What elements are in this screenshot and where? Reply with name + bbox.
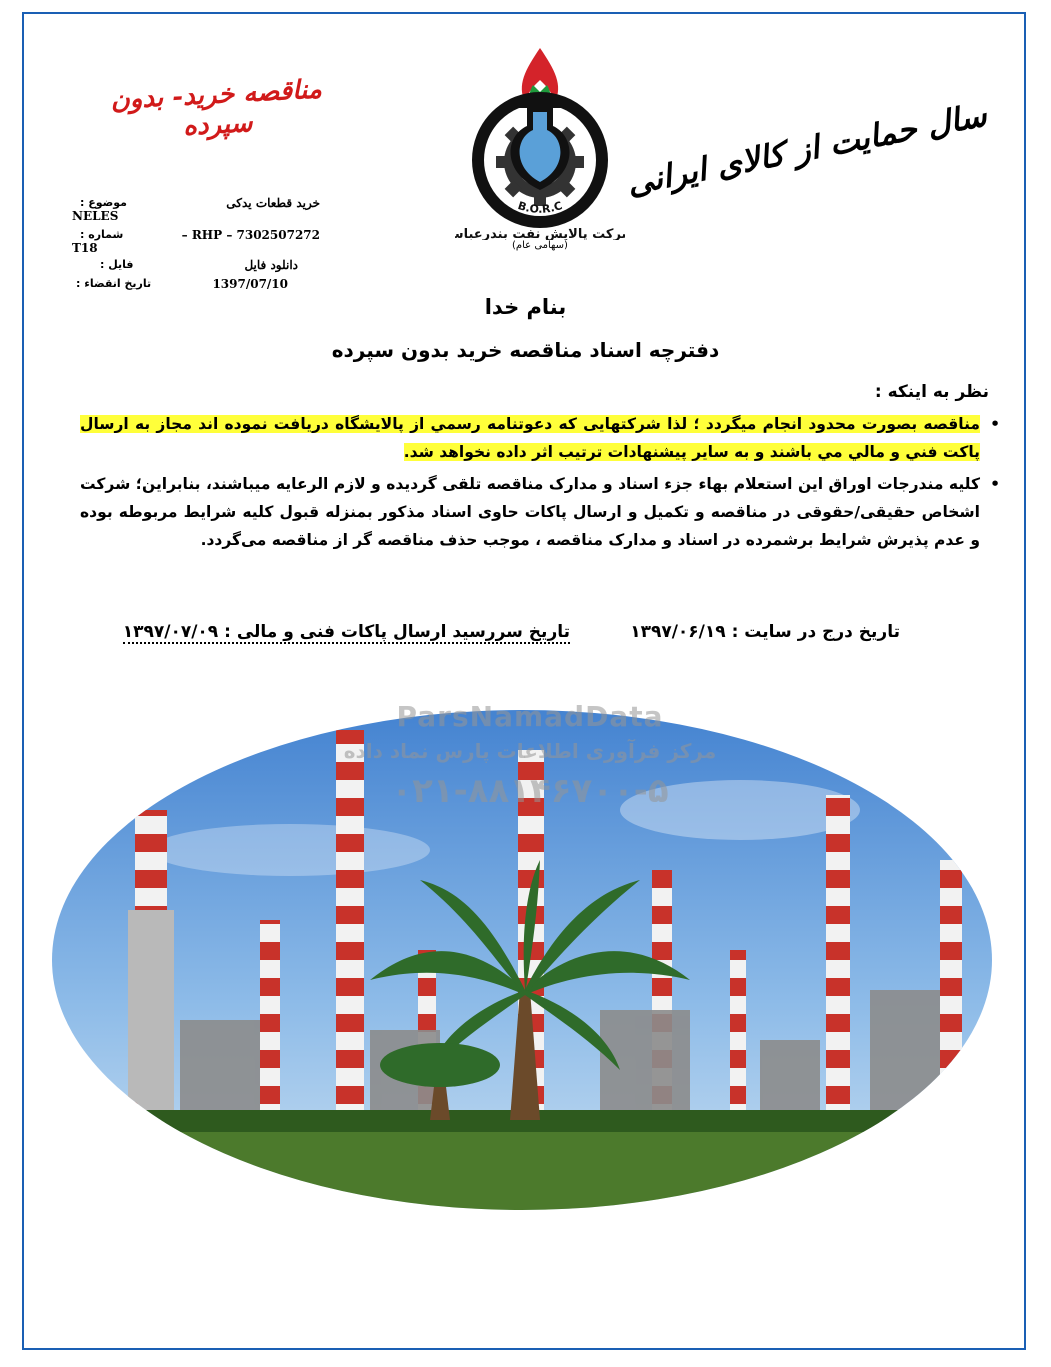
refinery-logo-icon bbox=[455, 40, 625, 240]
svg-text:B.O.R.C: B.O.R.C bbox=[516, 199, 564, 216]
number-label: شماره : bbox=[80, 228, 124, 241]
watermark-center: مرکز فرآوری اطلاعات پارس نماد داده bbox=[343, 739, 717, 763]
expiry-label: تاریخ انقضاء : bbox=[76, 277, 152, 290]
logo-caption: (سهامی عام) bbox=[512, 240, 568, 251]
page-heading: بنام خدا bbox=[484, 295, 567, 319]
watermark-phone: ۰۲۱-۸۸۱۴۶۷۰۰-۵ bbox=[391, 771, 669, 811]
file-value: دانلود فایل bbox=[244, 258, 298, 272]
borc-logo bbox=[455, 40, 625, 260]
refinery-photo bbox=[40, 690, 1005, 1210]
page-title: دفترچه اسناد مناقصه خرید بدون سپرده bbox=[331, 338, 720, 362]
slogan bbox=[623, 52, 990, 203]
highlighted-condition: مناقصه بصورت محدود انجام میگردد ؛ لذا شرکتهایی که دعوتنامه رسمي از پالايشگاه دريافت نموده اند مجاز به ارسال پاکت فني و مالي مي باشند و به ساير پيشنهادات ترتيب اثر داده نخواهد شد. bbox=[80, 415, 980, 461]
posted-date: تاریخ درج در سایت : ۱۳۹۷/۰۶/۱۹ bbox=[630, 622, 900, 642]
expiry-value: 1397/07/10 bbox=[212, 277, 288, 291]
watermark-brand: ParsNamadData bbox=[396, 700, 664, 733]
condition-text: کلیه مندرجات اوراق این استعلام بهاء جزء اسناد و مدارک مناقصه تلقی گردیده و لازم الرعایه میباشند، بنابراین؛ شرکت اشخاص حقیقی/حقوقی در مناقصه و تکمیل و ارسال پاکات حاوی اسناد مذکور بمنزله قبول کلیه شرایط مربوطه بوده و عدم پذیرش شرایط برشمرده در اسناد و مدارک مناقصه ، موجب حذف مناقصه گر از مناقصه می‌گردد. bbox=[80, 475, 980, 549]
file-label: فایل : bbox=[100, 258, 134, 271]
subject-label: موضوع : bbox=[80, 196, 127, 209]
slogan-text: سال حمایت از کالای ایرانی bbox=[623, 95, 990, 203]
svg-text:شرکت پالایش نفت بندرعباس: شرکت پالایش نفت بندرعباس bbox=[455, 227, 625, 240]
list-item bbox=[80, 470, 980, 554]
tender-info bbox=[70, 196, 320, 296]
subject-wrap: NELES bbox=[72, 209, 119, 223]
subject-value: خرید قطعات یدکی bbox=[226, 196, 320, 210]
number-wrap: T18 bbox=[72, 241, 98, 255]
tender-type: مناقصه خرید- بدون سپرده bbox=[109, 74, 323, 142]
conditions-list bbox=[80, 410, 1000, 558]
number-value: RHP – 7302507272 – bbox=[181, 228, 320, 242]
deadline-date: تاریخ سررسید ارسال پاکات فنی و مالی : ۱۳۹۷/۰۷/۰۹ bbox=[122, 622, 570, 642]
list-item bbox=[80, 410, 980, 466]
intro-text: نظر به اینکه : bbox=[874, 382, 989, 402]
